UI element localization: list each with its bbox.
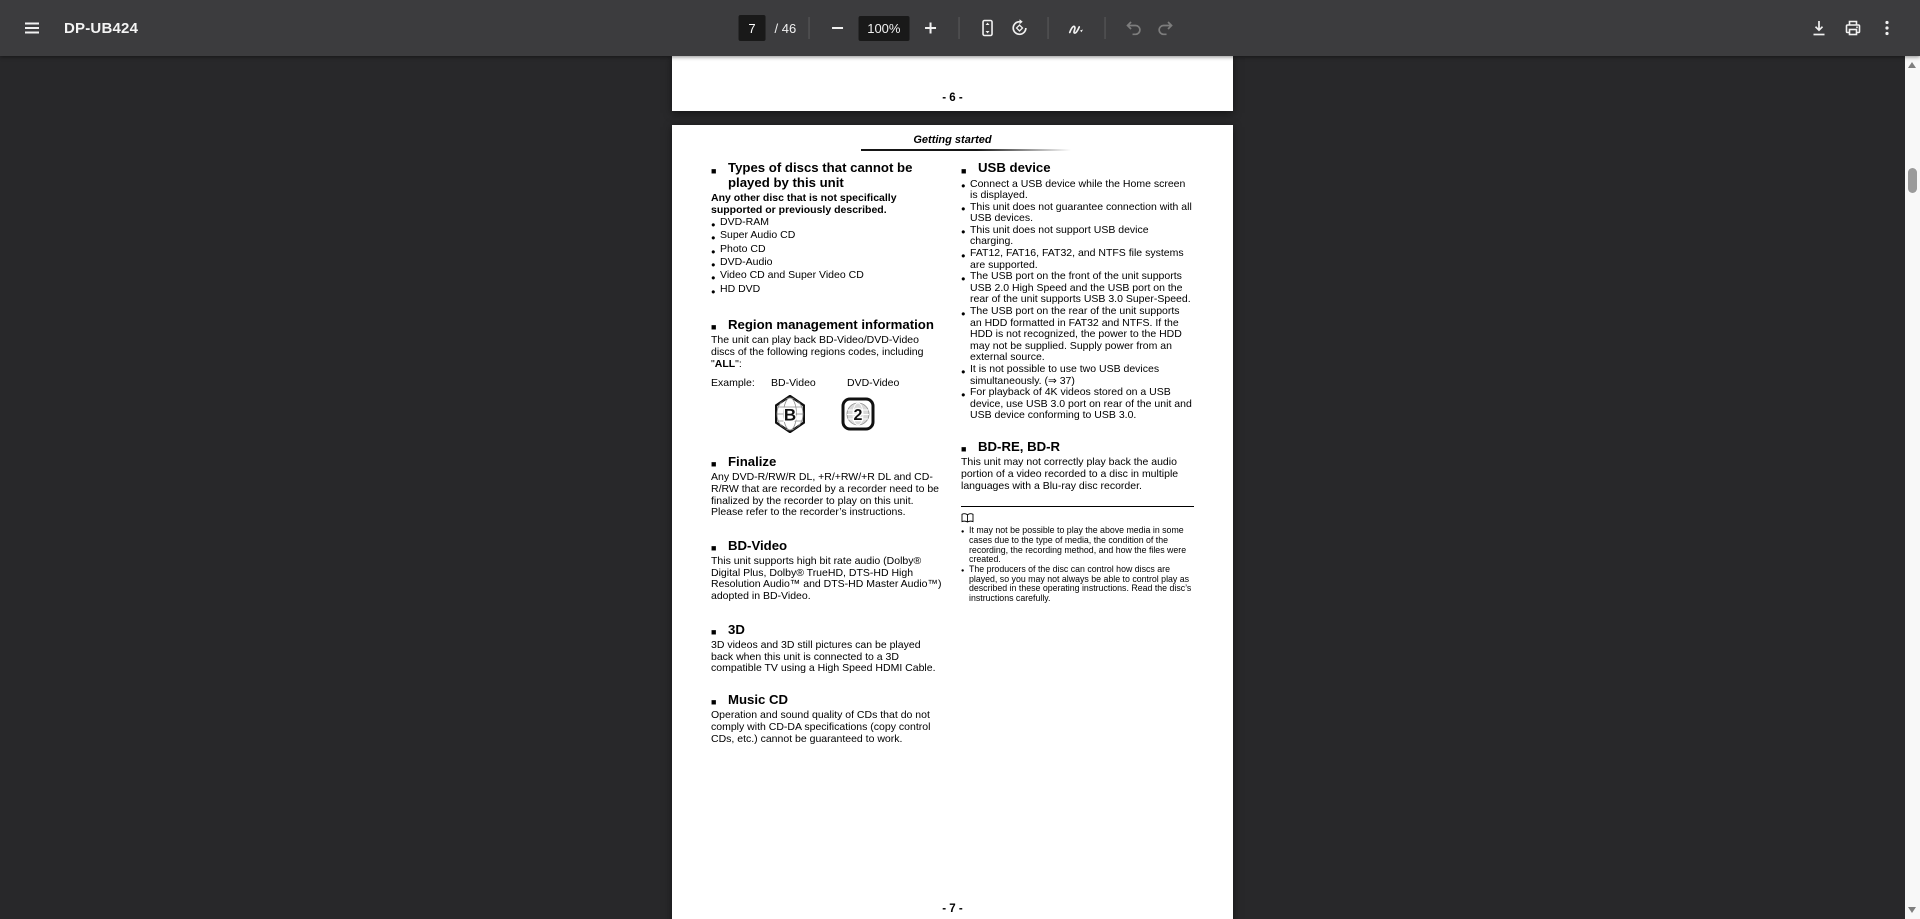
section-bd-video xyxy=(711,539,944,603)
fit-page-icon xyxy=(977,18,997,38)
print-button[interactable] xyxy=(1837,12,1869,44)
page-count-label: / 46 xyxy=(774,20,797,36)
chapter-header-rule xyxy=(861,149,1071,151)
list-item: ● The USB port on the front of the unit supports USB 2.0 High Speed and the USB port on the rear of the unit supports USB 3.0 Super-Speed. xyxy=(961,270,1191,306)
region-example-row: Example: BD-Video DVD-Video xyxy=(711,377,900,390)
zoom-in-icon xyxy=(920,18,940,38)
pdf-page-6 xyxy=(672,56,1233,111)
list-item: ● For playback of 4K videos stored on a USB device, use USB 3.0 port on rear of the unit and USB device conforming to USB 3.0. xyxy=(961,386,1192,422)
section-marker-icon: ■ xyxy=(961,165,967,176)
notes-list xyxy=(961,526,1194,604)
bullet-icon: ● xyxy=(711,233,716,243)
zoom-out-icon xyxy=(827,18,847,38)
notes-block xyxy=(961,506,1194,604)
undo-icon xyxy=(1123,18,1143,38)
zoom-out-button[interactable] xyxy=(821,12,853,44)
page-canvas xyxy=(0,56,1905,919)
notes-divider xyxy=(961,506,1194,507)
list-item: ● It is not possible to use two USB devices simultaneously. (⇒ 37) xyxy=(961,363,1160,387)
pdf-page-7 xyxy=(672,125,1233,919)
section-heading: ■ Region management information xyxy=(711,318,944,333)
right-column xyxy=(961,161,1194,745)
section-marker-icon: ■ xyxy=(961,444,967,455)
pdf-viewer-area xyxy=(0,56,1920,919)
scrollbar-thumb[interactable] xyxy=(1908,168,1917,193)
svg-text:2: 2 xyxy=(853,406,863,424)
body-text: Any DVD-R/RW/R DL, +R/+RW/+R DL and CD-R/RW that are recorded by a recorder need to be finalized by the recorder to play on this unit. Please refer to the recorder’s instructions. xyxy=(711,471,940,519)
left-column xyxy=(711,161,944,745)
scroll-down-arrow-icon[interactable] xyxy=(1908,907,1916,913)
bullet-icon: ● xyxy=(961,250,966,260)
list-item: ● It may not be possible to play the above media in some cases due to the type of media, the condition of the recording, the recording method, and how the files were created. xyxy=(961,525,1187,565)
list-item: ● Video CD and Super Video CD xyxy=(711,269,944,282)
more-options-kebab-icon xyxy=(1877,18,1897,38)
scroll-up-arrow-icon[interactable] xyxy=(1908,62,1916,68)
section-heading: ■ 3D xyxy=(711,623,944,638)
redo-button[interactable] xyxy=(1149,12,1181,44)
dvd-region-2-icon xyxy=(841,397,875,431)
rotate-button[interactable] xyxy=(1003,12,1035,44)
body-text: The unit can play back BD-Video/DVD-Video discs of the following regions codes, including "ALL": xyxy=(711,334,924,370)
section-marker-icon: ■ xyxy=(711,627,717,638)
pdf-toolbar xyxy=(0,0,1920,56)
toolbar-divider xyxy=(1047,17,1048,39)
usb-list xyxy=(961,179,1194,422)
download-button[interactable] xyxy=(1803,12,1835,44)
section-music-cd xyxy=(711,693,944,745)
toolbar-divider xyxy=(958,17,959,39)
bullet-icon: ● xyxy=(961,273,966,283)
bullet-icon: ● xyxy=(961,389,966,399)
document-title: DP-UB424 xyxy=(64,19,139,37)
list-item: ● The USB port on the rear of the unit supports an HDD formatted in FAT32 and NTFS. If the HDD is not recognized, the power to the HDD may not be supplied. Supply power from an external source. xyxy=(961,305,1182,364)
disc-list xyxy=(711,216,944,296)
section-region-management xyxy=(711,318,944,433)
section-marker-icon: ■ xyxy=(711,322,717,333)
undo-button[interactable] xyxy=(1117,12,1149,44)
bullet-icon: ● xyxy=(711,246,716,256)
list-item: ● This unit does not guarantee connection with all USB devices. xyxy=(961,200,1192,225)
bullet-icon: ● xyxy=(961,528,965,535)
body-text: This unit may not correctly play back the audio portion of a video recorded to a disc in multiple languages with a Blu-ray disc recorder. xyxy=(961,456,1179,492)
svg-text:B: B xyxy=(783,405,797,425)
bullet-icon: ● xyxy=(711,273,716,283)
body-text: This unit supports high bit rate audio (Dolby® Digital Plus, Dolby® TrueHD, DTS-HD High Resolution Audio™ and DTS-HD Master Audio™) adopted in BD-Video. xyxy=(711,555,942,602)
section-types-of-discs xyxy=(711,161,944,296)
section-marker-icon: ■ xyxy=(711,697,717,708)
annotate-pen-icon xyxy=(1066,18,1086,38)
list-item: ● HD DVD xyxy=(711,283,944,296)
list-item: ● FAT12, FAT16, FAT32, and NTFS file systems are supported. xyxy=(961,247,1184,271)
bullet-icon: ● xyxy=(711,260,716,270)
section-bd-re-bd-r xyxy=(961,440,1194,492)
print-icon xyxy=(1843,18,1863,38)
body-text: 3D videos and 3D still pictures can be played back when this unit is connected to a 3D compatible TV using a High Speed HDMI Cable. xyxy=(711,639,936,675)
section-heading: ■ Types of discs that cannot be played by this unit xyxy=(711,160,913,190)
section-usb-device xyxy=(961,161,1194,422)
page-number-input[interactable] xyxy=(739,15,766,41)
toolbar-divider xyxy=(1104,17,1105,39)
rotate-counterclockwise-icon xyxy=(1009,18,1029,38)
chapter-header: Getting started xyxy=(913,134,992,146)
fit-page-button[interactable] xyxy=(971,12,1003,44)
list-item: ● This unit does not support USB device charging. xyxy=(961,223,1149,248)
menu-icon xyxy=(22,18,42,38)
body-text: Operation and sound quality of CDs that do not comply with CD-DA specifications (copy control CDs, etc.) cannot be guaranteed to work. xyxy=(711,709,931,745)
section-heading: ■ BD-Video xyxy=(711,539,944,554)
zoom-in-button[interactable] xyxy=(914,12,946,44)
note-book-icon xyxy=(961,513,1194,523)
bd-region-b-icon xyxy=(775,395,805,433)
bullet-icon: ● xyxy=(961,567,965,574)
redo-icon xyxy=(1155,18,1175,38)
bullet-icon: ● xyxy=(961,308,966,318)
download-icon xyxy=(1809,18,1829,38)
bullet-icon: ● xyxy=(961,227,966,237)
bullet-icon: ● xyxy=(961,181,966,190)
section-heading: ■ Finalize xyxy=(711,455,944,470)
list-item: ● Photo CD xyxy=(711,243,944,256)
zoom-level: 100% xyxy=(858,16,909,41)
page6-footer: - 6 - xyxy=(942,92,963,104)
region-icons-row xyxy=(711,395,944,433)
section-heading: ■ USB device xyxy=(961,161,1194,176)
list-item: ● DVD-Audio xyxy=(711,256,944,269)
more-options-button[interactable] xyxy=(1871,12,1903,44)
annotate-button[interactable] xyxy=(1060,12,1092,44)
section-intro: Any other disc that is not specifically supported or previously described. xyxy=(711,192,897,216)
section-marker-icon: ■ xyxy=(711,543,717,554)
page7-footer: - 7 - xyxy=(942,903,963,915)
menu-button[interactable] xyxy=(16,12,48,44)
section-heading: ■ BD-RE, BD-R xyxy=(961,440,1194,455)
list-item: ● The producers of the disc can control how discs are played, so you may not always be able to control play as described in these operating instructions. Read the disc’s instructions carefully. xyxy=(961,564,1192,604)
bullet-icon: ● xyxy=(961,204,966,214)
bullet-icon: ● xyxy=(711,220,716,230)
section-marker-icon: ■ xyxy=(711,165,717,176)
section-3d xyxy=(711,623,944,675)
bullet-icon: ● xyxy=(711,286,716,296)
toolbar-divider xyxy=(808,17,809,39)
section-finalize xyxy=(711,455,944,519)
section-marker-icon: ■ xyxy=(711,459,717,470)
list-item: ● Connect a USB device while the Home screen is displayed. xyxy=(961,177,1186,202)
section-heading: ■ Music CD xyxy=(711,693,944,708)
list-item: ● Super Audio CD xyxy=(711,229,944,242)
list-item: ● DVD-RAM xyxy=(711,216,944,229)
vertical-scrollbar[interactable] xyxy=(1905,56,1920,919)
bullet-icon: ● xyxy=(961,366,966,376)
